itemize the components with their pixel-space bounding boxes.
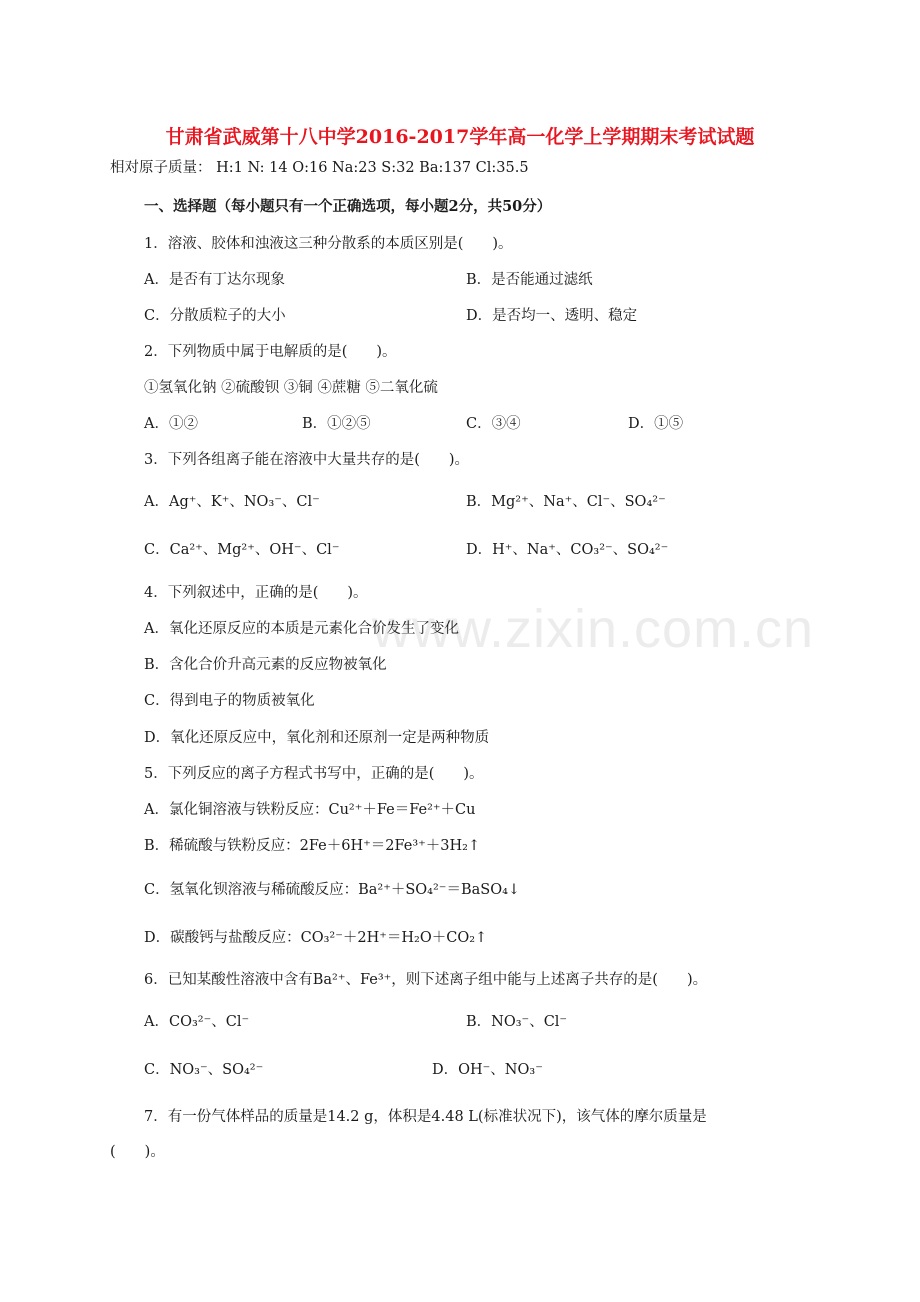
question-6-stem: 6．已知某酸性溶液中含有Ba²⁺、Fe³⁺，则下述离子组中能与上述离子共存的是( )。 xyxy=(144,972,708,988)
question-5-option-a: A．氯化铜溶液与铁粉反应：Cu²⁺＋Fe＝Fe²⁺＋Cu xyxy=(144,802,476,818)
question-5-option-b: B．稀硫酸与铁粉反应：2Fe＋6H⁺＝2Fe³⁺＋3H₂↑ xyxy=(144,838,481,854)
question-1-option-c: C．分散质粒子的大小 xyxy=(144,308,286,324)
question-2-option-b: B．①②⑤ xyxy=(302,416,371,432)
question-5-option-c: C．氢氧化钡溶液与稀硫酸反应：Ba²⁺＋SO₄²⁻＝BaSO₄↓ xyxy=(144,882,521,898)
question-3-option-d: D．H⁺、Na⁺、CO₃²⁻、SO₄²⁻ xyxy=(466,542,669,558)
watermark: www.zixin.com.cn xyxy=(372,599,815,659)
question-1-option-d: D．是否均一、透明、稳定 xyxy=(466,308,638,324)
question-4-option-c: C．得到电子的物质被氧化 xyxy=(144,693,315,709)
question-1-option-a: A．是否有丁达尔现象 xyxy=(144,272,285,288)
section-heading: 一、选择题（每小题只有一个正确选项，每小题2分，共50分） xyxy=(144,198,552,215)
question-7-stem-continued: ( )。 xyxy=(110,1144,165,1160)
question-5-option-d: D．碳酸钙与盐酸反应：CO₃²⁻＋2H⁺＝H₂O＋CO₂↑ xyxy=(144,930,488,946)
question-2-option-c: C．③④ xyxy=(466,416,521,432)
question-6-option-c: C．NO₃⁻、SO₄²⁻ xyxy=(144,1062,264,1078)
question-6-option-a: A．CO₃²⁻、Cl⁻ xyxy=(144,1014,250,1030)
question-3-option-c: C．Ca²⁺、Mg²⁺、OH⁻、Cl⁻ xyxy=(144,542,340,558)
question-6-option-b: B．NO₃⁻、Cl⁻ xyxy=(466,1014,568,1030)
question-4-option-a: A．氧化还原反应的本质是元素化合价发生了变化 xyxy=(144,621,459,637)
atomic-mass-line: 相对原子质量： H:1 N: 14 O:16 Na:23 S:32 Ba:137 Cl:35.5 xyxy=(110,160,529,176)
document-title: 甘肃省武威第十八中学2016-2017学年高一化学上学期期末考试试题 xyxy=(165,126,755,148)
question-2-option-a: A．①② xyxy=(144,416,198,432)
question-3-option-b: B．Mg²⁺、Na⁺、Cl⁻、SO₄²⁻ xyxy=(466,494,666,510)
question-2-option-d: D．①⑤ xyxy=(628,416,684,432)
question-6-option-d: D．OH⁻、NO₃⁻ xyxy=(432,1062,543,1078)
question-1-stem: 1．溶液、胶体和浊液这三种分散系的本质区别是( )。 xyxy=(144,236,513,252)
question-2-stem: 2．下列物质中属于电解质的是( )。 xyxy=(144,344,397,360)
question-7-stem: 7．有一份气体样品的质量是14.2 g，体积是4.48 L(标准状况下)，该气体的摩尔质量是 xyxy=(144,1109,707,1125)
question-5-stem: 5．下列反应的离子方程式书写中，正确的是( )。 xyxy=(144,766,484,782)
question-4-option-d: D．氧化还原反应中，氧化剂和还原剂一定是两种物质 xyxy=(144,730,490,746)
question-1-option-b: B．是否能通过滤纸 xyxy=(466,272,593,288)
question-4-stem: 4．下列叙述中，正确的是( )。 xyxy=(144,585,368,601)
question-3-option-a: A．Ag⁺、K⁺、NO₃⁻、Cl⁻ xyxy=(144,494,320,510)
question-4-option-b: B．含化合价升高元素的反应物被氧化 xyxy=(144,657,387,673)
question-2-items: ①氢氧化钠 ②硫酸钡 ③铜 ④蔗糖 ⑤二氧化硫 xyxy=(144,380,438,396)
question-3-stem: 3．下列各组离子能在溶液中大量共存的是( )。 xyxy=(144,452,470,468)
